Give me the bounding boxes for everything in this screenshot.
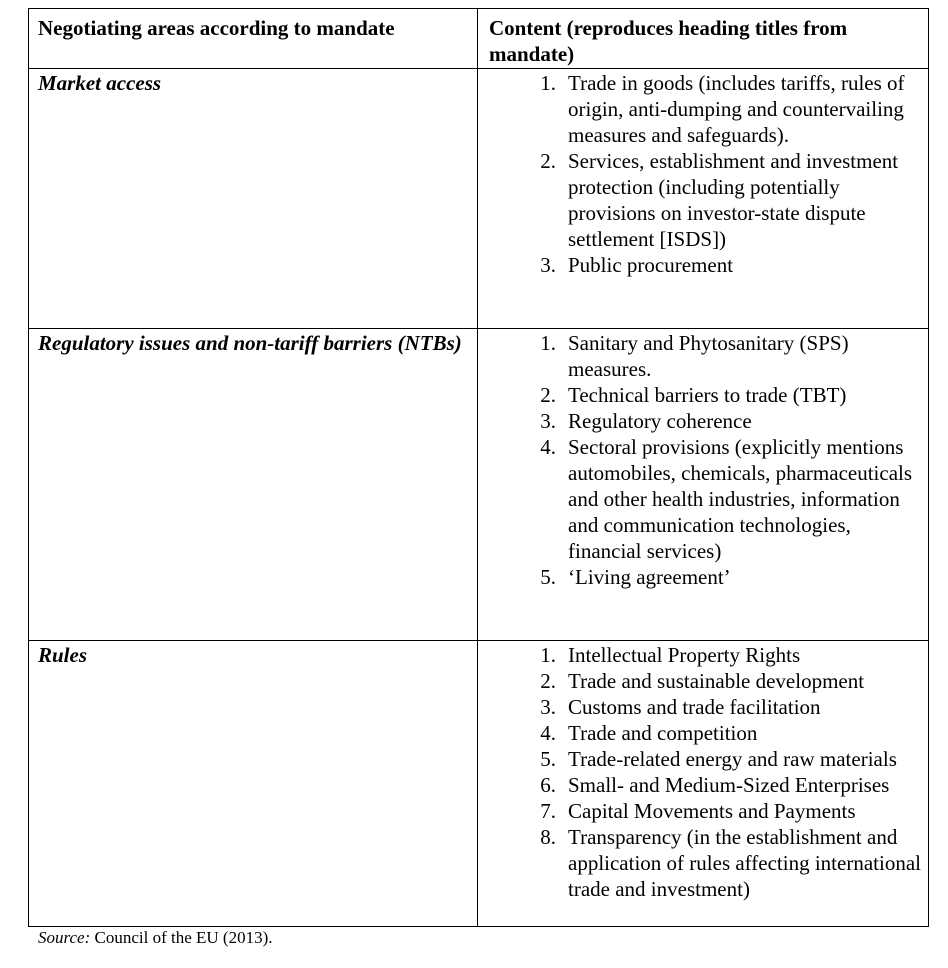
content-list	[478, 641, 928, 902]
area-title: Market access	[38, 71, 162, 95]
list-item: 5. ‘Living agreement’	[540, 565, 731, 589]
source-label: Source:	[38, 928, 91, 947]
content-list	[478, 329, 928, 590]
list-item: 2. Trade and sustainable development	[540, 669, 865, 693]
table-header-row	[29, 9, 929, 69]
area-cell	[29, 329, 478, 641]
content-list	[478, 69, 928, 278]
mandate-table	[28, 8, 929, 927]
list-item: 7. Capital Movements and Payments	[540, 799, 856, 823]
content-cell	[478, 641, 929, 927]
list-item: 5. Trade-related energy and raw materials	[540, 747, 897, 771]
list-item: 2. Technical barriers to trade (TBT)	[540, 383, 847, 407]
area-cell	[29, 641, 478, 927]
source-note	[38, 928, 273, 948]
table-row	[29, 329, 929, 641]
table-row	[29, 69, 929, 329]
area-cell	[29, 69, 478, 329]
area-title: Rules	[38, 643, 88, 667]
list-item: 4. Sectoral provisions (explicitly mentions automobiles, chemicals, pharmaceuticals and other health industries, information and communication technologies, financial services)	[540, 435, 913, 563]
area-title: Regulatory issues and non-tariff barriers (NTBs)	[38, 331, 462, 355]
list-item: 1. Intellectual Property Rights	[540, 643, 801, 667]
list-item: 6. Small- and Medium-Sized Enterprises	[540, 773, 890, 797]
content-cell	[478, 69, 929, 329]
column-header-content: Content (reproduces heading titles from mandate)	[478, 9, 929, 69]
list-item: 4. Trade and competition	[540, 721, 758, 745]
source-text: Council of the EU (2013).	[90, 928, 273, 947]
list-item: 3. Customs and trade facilitation	[540, 695, 821, 719]
list-item: 3. Regulatory coherence	[540, 409, 752, 433]
list-item: 2. Services, establishment and investment protection (including potentially provisions on investor-state dispute settlement [ISDS])	[540, 149, 899, 251]
list-item: 3. Public procurement	[540, 253, 734, 277]
list-item: 1. Trade in goods (includes tariffs, rules of origin, anti-dumping and countervailing measures and safeguards).	[540, 71, 905, 147]
table-row	[29, 641, 929, 927]
list-item: 1. Sanitary and Phytosanitary (SPS) measures.	[540, 331, 849, 381]
column-header-areas: Negotiating areas according to mandate	[29, 9, 478, 69]
list-item: 8. Transparency (in the establishment and application of rules affecting international trade and investment)	[540, 825, 921, 901]
content-cell	[478, 329, 929, 641]
